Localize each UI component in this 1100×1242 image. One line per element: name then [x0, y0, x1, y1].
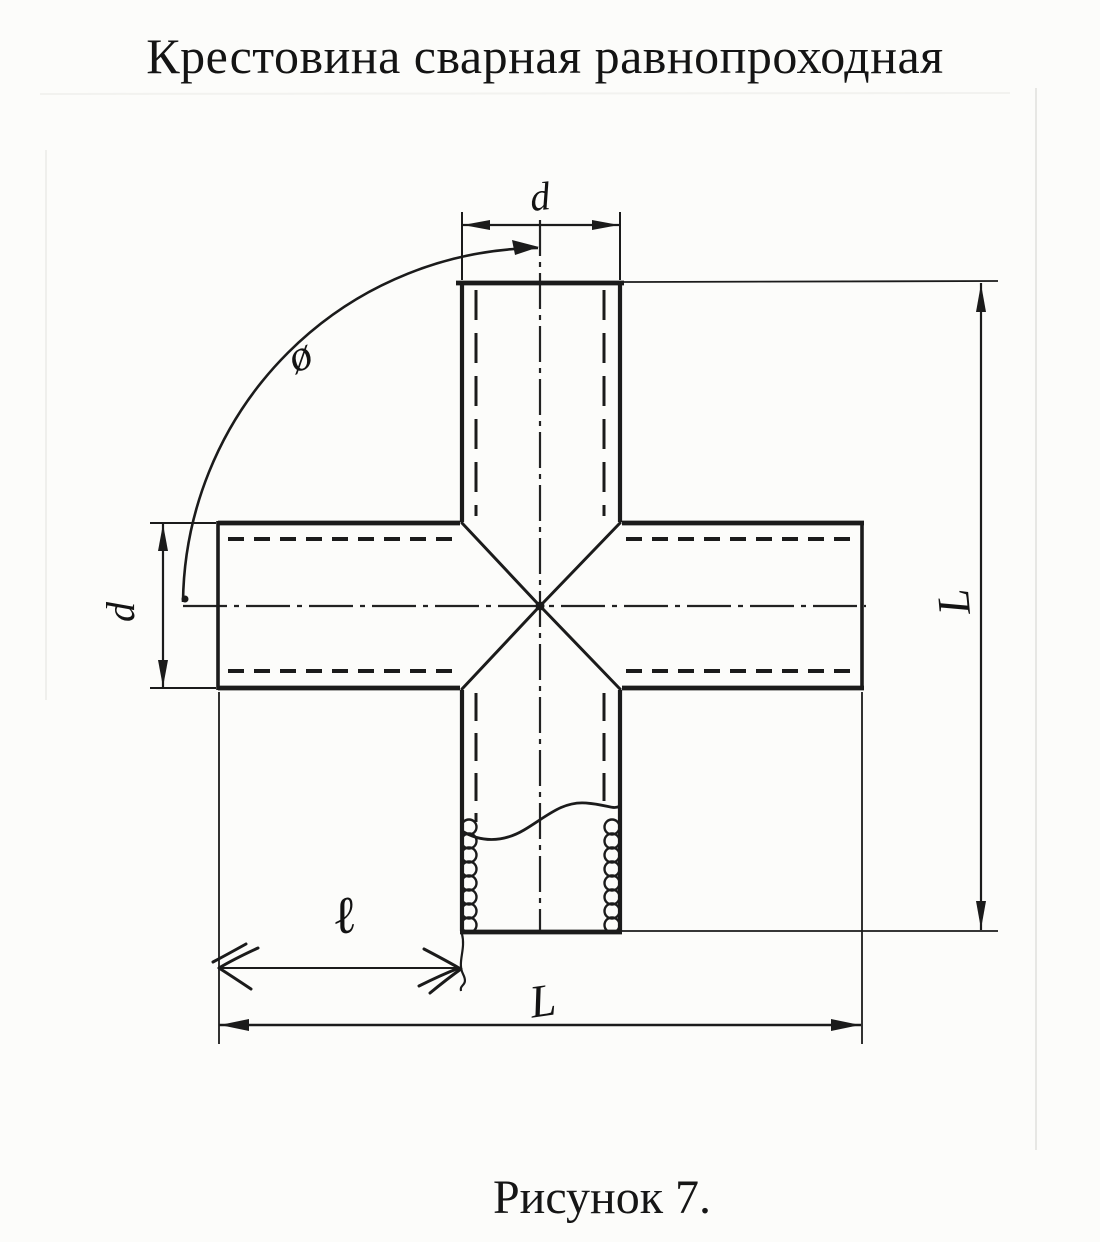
bottom-l-label: ℓ — [328, 886, 360, 947]
arc-symbol-label: ø — [280, 328, 320, 383]
left-d-label: d — [98, 602, 143, 622]
arc-end-dot — [182, 596, 189, 603]
right-L-label: L — [926, 586, 981, 617]
sketchy-extension-squiggle — [461, 934, 465, 991]
dimension-bottom-l — [213, 692, 461, 1044]
centerlines — [183, 220, 866, 930]
junction-center-point — [536, 602, 545, 611]
figure-caption: Рисунок 7. — [492, 1171, 712, 1224]
hand-drawn-arrow-right — [419, 949, 461, 993]
page-title: Крестовина сварная равнопроходная — [146, 28, 944, 84]
weld-bead-right-column — [605, 820, 620, 933]
bottom-L-label: L — [526, 973, 559, 1028]
top-d-label: d — [527, 173, 553, 220]
arc-arrowhead — [512, 240, 539, 255]
